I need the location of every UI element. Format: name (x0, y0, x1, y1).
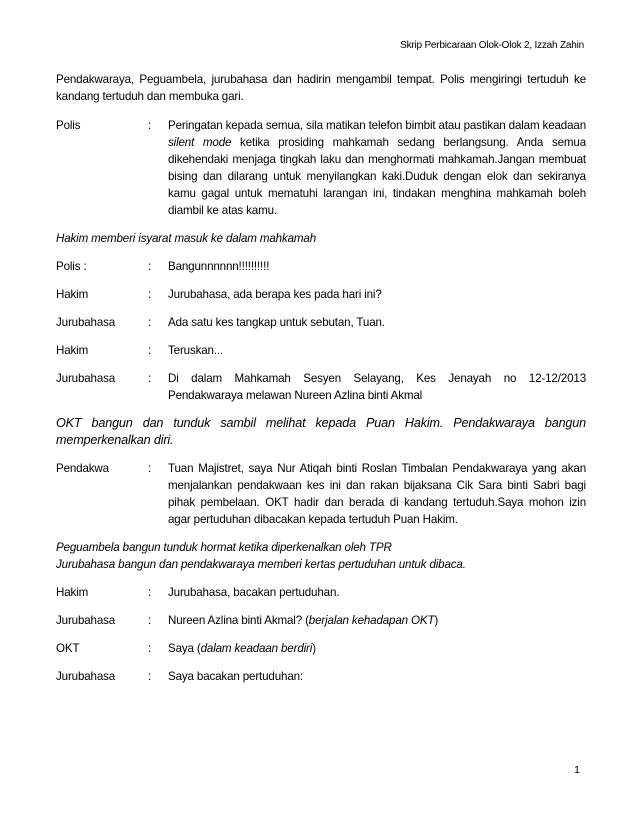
speech-segment: ) (312, 642, 316, 655)
speech-text (168, 370, 586, 404)
intro-paragraph: Pendakwaraya, Peguambela, jurubahasa dan hadirin mengambil tempat. Polis mengiringi tertuduh ke kandang tertuduh dan membuka gari. (56, 73, 586, 103)
stage-direction-line: Hakim memberi isyarat masuk ke dalam mahkamah (56, 232, 316, 245)
dialogue-row (56, 612, 586, 629)
stage-direction-line: Jurubahasa bangun dan pendakwaraya memberi kertas pertuduhan untuk dibaca. (56, 558, 466, 571)
speech-text (168, 460, 586, 528)
speaker-name: Jurubahasa (56, 670, 116, 683)
stage-direction-line: Peguambela bangun tunduk hormat ketika diperkenalkan oleh TPR (56, 541, 392, 554)
speech-segment: Tuan Majistret, saya Nur Atiqah binti Roslan Timbalan Pendakwaraya yang akan menjalankan pendakwaan kes ini dan rakan bijaksana Cik Sara binti Sabri bagi pihak pembelaan. OKT hadir dan berada di kandang tertuduh.Saya mohon izin agar pertuduhan dibacakan kepada tertuduh Puan Hakim. (168, 462, 586, 526)
speaker-colon: : (148, 316, 152, 329)
speaker-colon: : (148, 642, 152, 655)
speech-segment: Di dalam Mahkamah Sesyen Selayang, Kes Jenayah no 12-12/2013 Pendakwaraya melawan Nureen Azlina binti Akmal (168, 372, 586, 402)
speech-text (168, 584, 586, 601)
speech-segment: ) (434, 614, 439, 627)
speaker-colon: : (148, 344, 152, 357)
stage-direction (56, 415, 586, 449)
stage-direction-line: OKT bangun dan tunduk sambil melihat kepada Puan Hakim. Pendakwaraya bangun memperkenalkan diri. (56, 416, 586, 447)
speech-text (168, 258, 586, 275)
speech-text (168, 117, 586, 219)
speaker-colon: : (148, 372, 152, 385)
speaker-name: Jurubahasa (56, 372, 116, 385)
speaker-colon: : (148, 119, 152, 132)
speaker-name: Hakim (56, 586, 89, 599)
speaker-colon: : (148, 462, 152, 475)
speech-segment: Jurubahasa, bacakan pertuduhan. (168, 586, 340, 599)
speech-segment: Jurubahasa, ada berapa kes pada hari ini? (168, 288, 382, 301)
dialogue-row (56, 286, 586, 303)
speech-text (168, 668, 586, 685)
speech-text (168, 640, 586, 657)
speech-segment: Teruskan... (168, 344, 224, 357)
speaker-name: Polis (56, 119, 81, 132)
speaker-colon: : (148, 614, 152, 627)
dialogue-list (56, 117, 586, 685)
speaker-colon: : (148, 260, 152, 273)
speech-segment: ketika prosiding mahkamah sedang berlangsung. Anda semua dikehendaki menjaga tingkah laku dan menghormati mahkamah.Jangan membuat bising dan dilarang untuk menyilangkan kaki.Duduk dengan elok dan sekiranya kamu gagal untuk mematuhi larangan ini, tindakan menghina mahkamah boleh diambil ke atas kamu. (168, 136, 586, 217)
speaker-name: OKT (56, 642, 80, 655)
speech-text (168, 342, 586, 359)
dialogue-row (56, 117, 586, 219)
speech-text (168, 286, 586, 303)
speech-segment: Bangunnnnnn!!!!!!!!!! (168, 260, 270, 273)
speech-segment: Saya ( (168, 642, 201, 655)
speaker-name: Pendakwa (56, 462, 109, 475)
speech-italic-segment: dalam keadaan berdiri (200, 642, 313, 655)
speaker-name: Hakim (56, 288, 89, 301)
speech-italic-segment: silent mode (168, 136, 232, 149)
speech-segment: Saya bacakan pertuduhan: (168, 670, 303, 683)
speaker-name: Jurubahasa (56, 316, 116, 329)
speech-segment: Peringatan kepada semua, sila matikan telefon bimbit atau pastikan dalam keadaan (168, 119, 586, 132)
page-number: 1 (574, 764, 580, 776)
speech-segment: Ada satu kes tangkap untuk sebutan, Tuan. (168, 316, 385, 329)
dialogue-row (56, 584, 586, 601)
speaker-colon: : (148, 586, 152, 599)
dialogue-row (56, 258, 586, 275)
speaker-name: Polis : (56, 260, 87, 273)
page-header: Skrip Perbicaraan Olok-Olok 2, Izzah Zahin (400, 40, 584, 51)
dialogue-row (56, 460, 586, 528)
dialogue-row (56, 668, 586, 685)
transcript-body (56, 71, 586, 696)
speech-segment: Nureen Azlina binti Akmal? ( (168, 614, 309, 627)
speaker-name: Jurubahasa (56, 614, 116, 627)
speaker-colon: : (148, 670, 152, 683)
dialogue-row (56, 342, 586, 359)
dialogue-row (56, 370, 586, 404)
stage-direction (56, 539, 586, 573)
speaker-name: Hakim (56, 344, 89, 357)
speaker-colon: : (148, 288, 152, 301)
speech-text (168, 612, 586, 629)
stage-direction (56, 230, 586, 247)
speech-text (168, 314, 586, 331)
dialogue-row (56, 314, 586, 331)
speech-italic-segment: berjalan kehadapan OKT (308, 614, 435, 627)
dialogue-row (56, 640, 586, 657)
